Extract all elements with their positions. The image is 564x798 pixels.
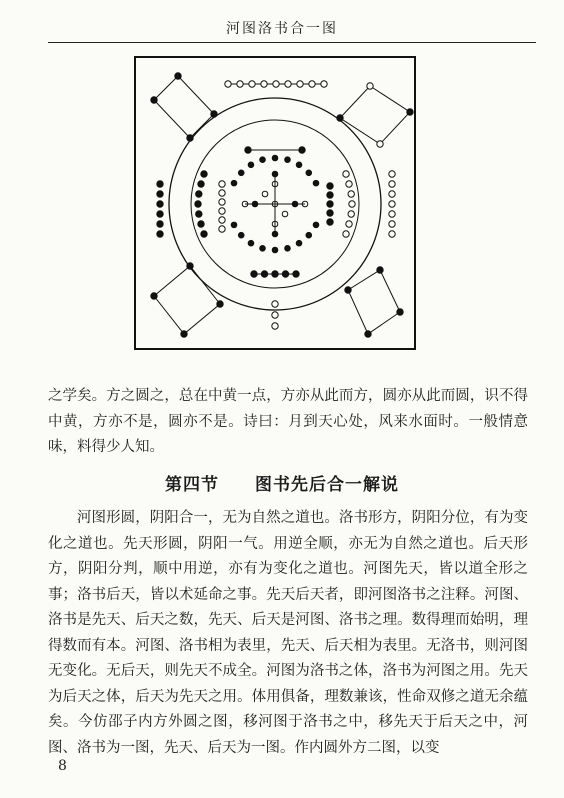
white-dot [273, 81, 279, 87]
white-dot [309, 81, 315, 87]
section-number: 第四节 [165, 475, 219, 495]
black-dot [337, 115, 343, 121]
black-dot [260, 245, 266, 251]
white-dot [343, 231, 349, 237]
black-dot [327, 210, 333, 216]
black-dot [327, 192, 333, 198]
black-dot [198, 221, 204, 227]
black-dot [327, 201, 333, 207]
black-dot [187, 135, 193, 141]
black-dot [211, 111, 217, 117]
white-dot [285, 81, 291, 87]
white-dot [219, 181, 225, 187]
black-dot [175, 73, 181, 79]
black-dot [260, 157, 266, 163]
black-dot [296, 240, 302, 246]
black-dot [293, 271, 299, 277]
page-number: 8 [58, 758, 67, 774]
white-dot [321, 81, 327, 87]
black-dot [157, 231, 163, 237]
black-dot [238, 232, 244, 238]
black-dot [248, 162, 254, 168]
white-dot [262, 191, 268, 197]
white-dot [377, 141, 383, 147]
black-dot [245, 147, 251, 153]
black-dot [187, 263, 193, 269]
black-dot [198, 181, 204, 187]
white-dot [219, 226, 225, 232]
black-dot [201, 231, 207, 237]
white-dot [389, 211, 395, 217]
black-dot [157, 181, 163, 187]
black-dot [261, 271, 267, 277]
white-dot [282, 211, 288, 217]
white-dot [219, 199, 225, 205]
white-dot [297, 81, 303, 87]
black-dot [251, 271, 257, 277]
white-dot [346, 181, 352, 187]
black-dot [365, 331, 371, 337]
black-dot [313, 180, 319, 186]
white-dot [219, 217, 225, 223]
black-dot [313, 222, 319, 228]
black-dot [195, 201, 201, 207]
black-dot [407, 109, 413, 115]
black-dot [306, 170, 312, 176]
white-dot [272, 312, 278, 318]
white-dot [389, 191, 395, 197]
black-dot [196, 211, 202, 217]
center-cross [245, 174, 305, 234]
black-dot [299, 147, 305, 153]
paragraph-1: 之学矣。方之圆之，总在中黄一点，方亦从此而方，圆亦从此而圆，识不得中黄，方亦不是，圆亦不是。诗曰：月到天心处，风来水面时。一般情意味，料得少人知。 [48, 388, 528, 455]
white-dot [219, 190, 225, 196]
white-dot [349, 201, 355, 207]
black-dot [306, 232, 312, 238]
black-dot [181, 331, 187, 337]
white-dot [272, 323, 278, 329]
black-dot [157, 191, 163, 197]
paragraph-2: 河图形圆，阴阳合一，无为自然之道也。洛书形方，阴阳分位，有为变化之道也。先天形圆，阴阳一气。用逆全顺，亦无为自然之道也。后天形方，阴阳分判，顺中用逆，亦有为变化之道也。河图先天，皆以道全形之事；洛书后天，皆以术延命之事。先天后天者，即河图洛书之注释。河图、洛书是先天、后天之数，先天、后天是河图、洛书之理。数得理而始明，理得数而有本。河图、洛书相为表里，先天、后天相为表里。无洛书，则河图无变化。无后天，则先天不成全。河图为洛书之体，洛书为河图之用。先天为后天之体，后天为先天之用。体用俱备，理数兼该，性命双修之道无余蕴矣。今仿邵子内方外圆之图，移河图于洛书之中，移先天于后天之中，河图、洛书为一图，先天、后天为一图。作内圆外方二图，以变 [48, 510, 528, 756]
white-dot [348, 211, 354, 217]
black-dot [157, 211, 163, 217]
section-title: 图书先后合一解说 [255, 475, 399, 495]
white-dot [219, 208, 225, 214]
white-dot [348, 191, 354, 197]
black-dot [285, 157, 291, 163]
black-dot [327, 219, 333, 225]
corner-top-right [340, 86, 410, 144]
black-dot [285, 245, 291, 251]
black-dot [217, 301, 223, 307]
white-dot [389, 181, 395, 187]
white-dot [237, 81, 243, 87]
black-dot [397, 309, 403, 315]
page-header: 河图洛书合一图 [226, 21, 338, 37]
black-dot [151, 293, 157, 299]
white-dot [389, 201, 395, 207]
section-heading [0, 470, 564, 495]
black-dot [157, 221, 163, 227]
white-dot [249, 81, 255, 87]
black-dot [231, 180, 237, 186]
white-dot [389, 171, 395, 177]
black-dot [157, 201, 163, 207]
black-dot [151, 97, 157, 103]
black-dot [282, 271, 288, 277]
white-dot [261, 81, 267, 87]
black-dot [377, 267, 383, 273]
black-dot [327, 183, 333, 189]
black-dot [345, 287, 351, 293]
black-dot [272, 247, 278, 253]
black-dot [231, 222, 237, 228]
white-dot [272, 301, 278, 307]
white-dot [343, 171, 349, 177]
white-dot [389, 231, 395, 237]
hetu-luoshu-diagram [134, 56, 416, 350]
black-dot [201, 171, 207, 177]
header-rule [48, 42, 536, 43]
black-dot [248, 240, 254, 246]
white-dot [225, 81, 231, 87]
black-dot [272, 155, 278, 161]
corner-top-left [154, 76, 214, 138]
corner-bottom-left [154, 266, 220, 334]
white-dot [346, 221, 352, 227]
black-dot [196, 191, 202, 197]
white-dot [367, 83, 373, 89]
white-dot [389, 221, 395, 227]
corner-bottom-right [348, 270, 400, 334]
black-dot [272, 271, 278, 277]
black-dot [238, 170, 244, 176]
black-dot [296, 162, 302, 168]
